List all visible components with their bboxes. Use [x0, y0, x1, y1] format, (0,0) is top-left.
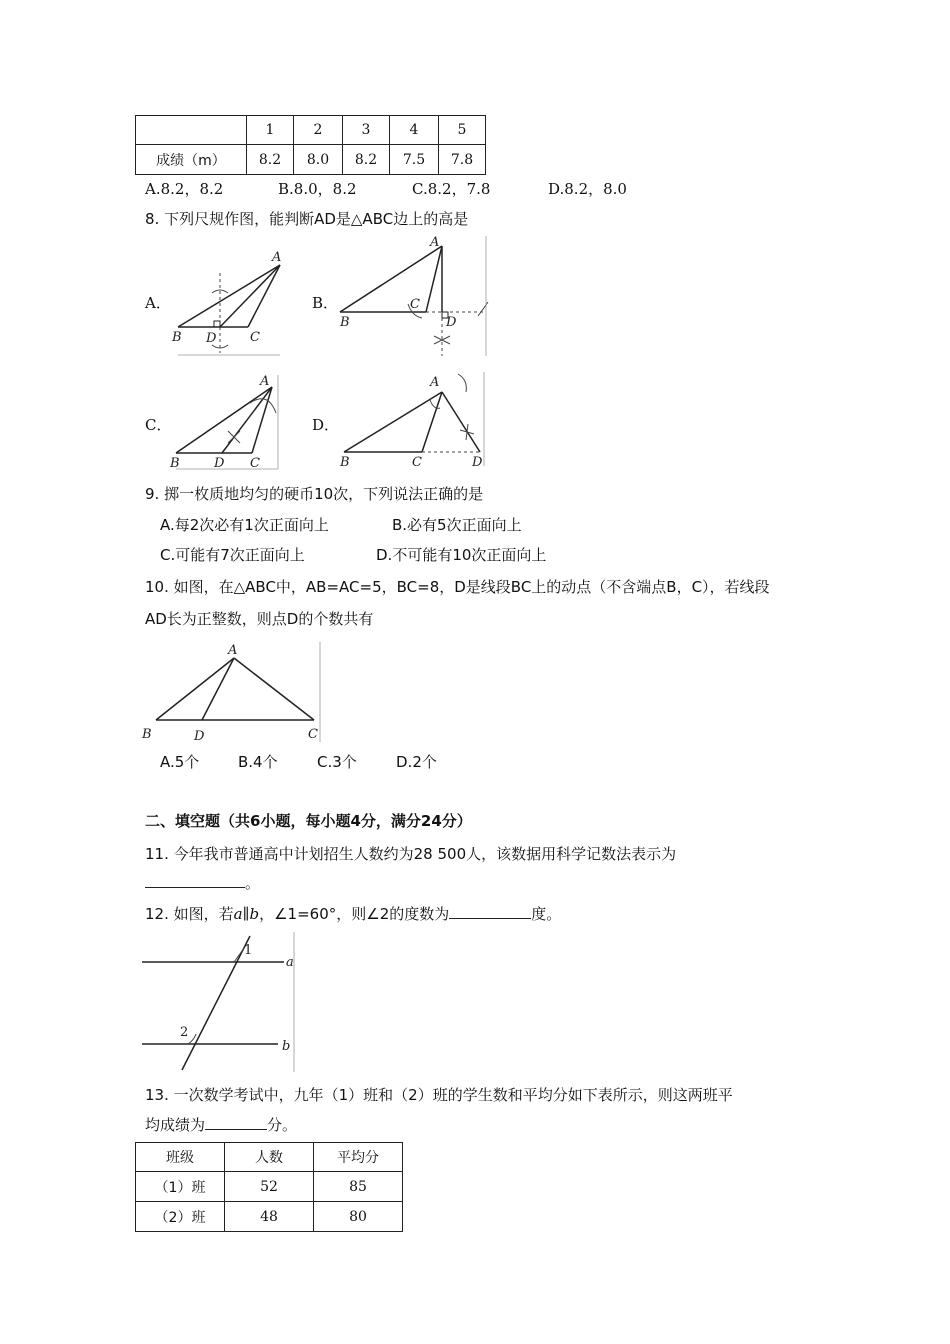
table-row — [136, 1202, 403, 1232]
point-c-label: C — [412, 455, 422, 470]
q9-option-b: B.必有5次正面向上 — [392, 516, 522, 534]
table-cell: 4 — [390, 116, 439, 145]
point-d-label: D — [214, 456, 225, 471]
table-cell: （2）班 — [136, 1202, 225, 1232]
option-c: C.8.2，7.8 — [412, 180, 491, 198]
q8-label-a: A． — [145, 294, 171, 312]
question-10-line1: 10. 如图，在△ABC中，AB=AC=5，BC=8，D是线段BC上的动点（不含端点B，C），若线段 — [145, 578, 770, 596]
point-b-label: B — [340, 315, 350, 330]
point-c-label: C — [410, 297, 420, 312]
table-cell: 8.2 — [343, 145, 390, 175]
option-a: A.8.2，8.2 — [145, 180, 224, 198]
table-cell: 80 — [314, 1202, 403, 1232]
table-cell: 1 — [247, 116, 294, 145]
table-cell: 85 — [314, 1172, 403, 1202]
point-b-label: B — [340, 455, 350, 470]
figure-12 — [142, 930, 302, 1076]
point-a-label: A — [430, 235, 440, 250]
q8-label-b: B． — [312, 294, 339, 312]
question-8-text: 8. 下列尺规作图，能判断AD是△ABC边上的高是 — [145, 210, 469, 228]
table-cell: 7.5 — [390, 145, 439, 175]
point-b-label: B — [172, 330, 182, 345]
point-a-label: A — [228, 643, 238, 658]
q13-line2-text: 均成绩为 — [145, 1116, 206, 1134]
point-d-label: D — [472, 455, 483, 470]
table-cell: 2 — [294, 116, 343, 145]
question-11-text: 11. 今年我市普通高中计划招生人数约为28 500人，该数据用科学记数法表示为 — [145, 845, 677, 863]
point-d-label: D — [446, 315, 457, 330]
q10-option-c: C.3个 — [317, 753, 357, 771]
angle-2-label: 2 — [180, 1025, 189, 1040]
class-average-table — [135, 1142, 403, 1232]
table-header: 班级 — [136, 1143, 225, 1172]
table-cell: 48 — [225, 1202, 314, 1232]
q12-end: 度。 — [531, 905, 562, 923]
point-a-label: A — [272, 250, 282, 265]
table-header: 平均分 — [314, 1143, 403, 1172]
point-c-label: C — [250, 330, 260, 345]
question-13-line2 — [145, 1114, 297, 1135]
line-a-label: a — [286, 955, 294, 970]
table-cell: 52 — [225, 1172, 314, 1202]
table-cell: 8.2 — [247, 145, 294, 175]
figure-8a — [168, 245, 286, 360]
question-13-line1: 13. 一次数学考试中，九年（1）班和（2）班的学生数和平均分如下表所示，则这两班平 — [145, 1086, 733, 1104]
score-table — [135, 115, 486, 175]
answer-blank[interactable] — [145, 873, 245, 888]
q12-math: a∥b — [233, 905, 260, 923]
section-2-title: 二、填空题（共6小题，每小题4分，满分24分） — [145, 812, 472, 830]
table-cell: 5 — [439, 116, 486, 145]
table-cell: 8.0 — [294, 145, 343, 175]
table-cell: （1）班 — [136, 1172, 225, 1202]
question-11-answer-line — [145, 872, 260, 893]
q12-after: ，∠1=60°，则∠2的度数为 — [259, 905, 450, 923]
q10-option-d: D.2个 — [396, 753, 437, 771]
point-c-label: C — [308, 727, 318, 742]
q9-option-d: D.不可能有10次正面向上 — [376, 546, 547, 564]
question-10-line2: AD长为正整数，则点D的个数共有 — [145, 610, 374, 628]
table-row-label: 成绩（m） — [136, 145, 247, 175]
point-b-label: B — [170, 456, 180, 471]
q10-option-a: A.5个 — [160, 753, 200, 771]
figure-8c — [168, 373, 286, 471]
q9-option-c: C.可能有7次正面向上 — [160, 546, 305, 564]
option-d: D.8.2，8.0 — [548, 180, 627, 198]
q13-end: 分。 — [267, 1116, 298, 1134]
table-cell: 7.8 — [439, 145, 486, 175]
line-b-label: b — [282, 1039, 291, 1054]
q8-label-d: D． — [312, 416, 340, 434]
point-b-label: B — [142, 727, 152, 742]
table-cell: 3 — [343, 116, 390, 145]
point-a-label: A — [260, 374, 270, 389]
figure-8d — [338, 370, 490, 470]
table-row — [136, 1172, 403, 1202]
question-9-text: 9. 掷一枚质地均匀的硬币10次，下列说法正确的是 — [145, 485, 484, 503]
option-b: B.8.0，8.2 — [278, 180, 357, 198]
point-a-label: A — [430, 375, 440, 390]
point-c-label: C — [250, 456, 260, 471]
q8-label-c: C． — [145, 416, 172, 434]
table-cell — [136, 116, 247, 145]
figure-8b — [338, 232, 490, 360]
point-d-label: D — [206, 331, 217, 346]
figure-10 — [138, 638, 324, 744]
answer-blank[interactable] — [205, 1115, 267, 1130]
question-12-text — [145, 903, 561, 924]
point-d-label: D — [194, 729, 205, 744]
answer-blank[interactable] — [449, 904, 531, 919]
table-header: 人数 — [225, 1143, 314, 1172]
q9-option-a: A.每2次必有1次正面向上 — [160, 516, 329, 534]
q12-before: 12. 如图，若 — [145, 905, 234, 923]
q11-end: 。 — [245, 874, 261, 892]
angle-1-label: 1 — [244, 943, 253, 958]
q10-option-b: B.4个 — [238, 753, 278, 771]
